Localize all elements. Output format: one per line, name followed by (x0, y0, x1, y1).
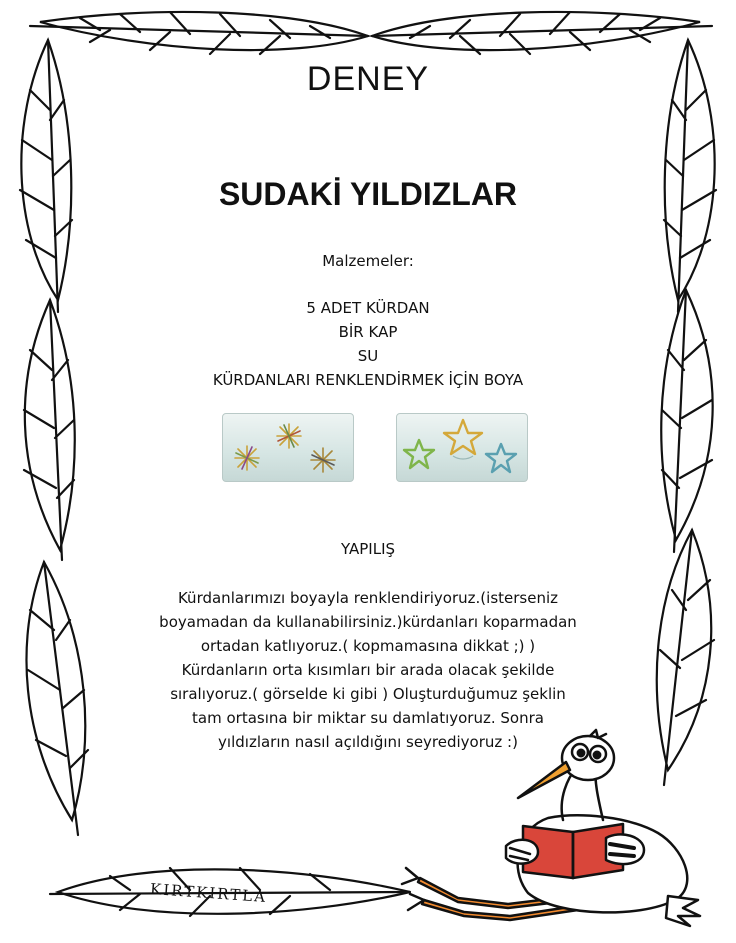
stork-beak (518, 762, 570, 798)
instructions-heading: YAPILIŞ (340, 540, 396, 558)
toothpick-star (277, 424, 301, 448)
toothpick-star (311, 448, 335, 472)
toothpick-star (235, 446, 259, 470)
stork-mascot (398, 728, 708, 933)
instruction-line: boyamadan da kullanabilirsiniz.)kürdanları koparmadan (159, 613, 577, 631)
toothpick-photo-after (396, 413, 528, 482)
materials-list (0, 296, 736, 392)
material-item: 5 ADET KÜRDAN (306, 299, 430, 317)
experiment-header: DENEY (306, 60, 430, 98)
material-item: SU (357, 347, 379, 365)
materials-heading: Malzemeler: (322, 252, 414, 270)
top-left-feather (30, 12, 368, 54)
material-item: BİR KAP (338, 323, 398, 341)
toothpick-photo-before (222, 413, 354, 482)
brand-logo: KIRTKIRTLA (149, 879, 268, 907)
water-star (404, 440, 434, 468)
instruction-line: sıralıyoruz.( görselde ki gibi ) Oluşturduğumuz şeklin (170, 685, 566, 703)
water-star (444, 420, 482, 454)
instruction-line: Kürdanlarımızı boyayla renklendiriyoruz.(isterseniz (177, 589, 559, 607)
instruction-line: ortadan katlıyoruz.( kopmamasına dikkat ;) ) (200, 637, 536, 655)
material-item: KÜRDANLARI RENKLENDİRMEK İÇİN BOYA (212, 371, 524, 389)
instruction-line: Kürdanların orta kısımları bir arada olacak şekilde (181, 661, 555, 679)
page-title: SUDAKİ YILDIZLAR (218, 176, 518, 212)
instruction-line: yıldızların nasıl açıldığını seyrediyoruz :) (218, 733, 518, 751)
top-right-feather (372, 12, 712, 54)
left-feather-bottom (26, 562, 88, 835)
instruction-line: tam ortasına bir miktar su damlatıyoruz. Sonra (192, 709, 544, 727)
water-star (486, 444, 516, 472)
